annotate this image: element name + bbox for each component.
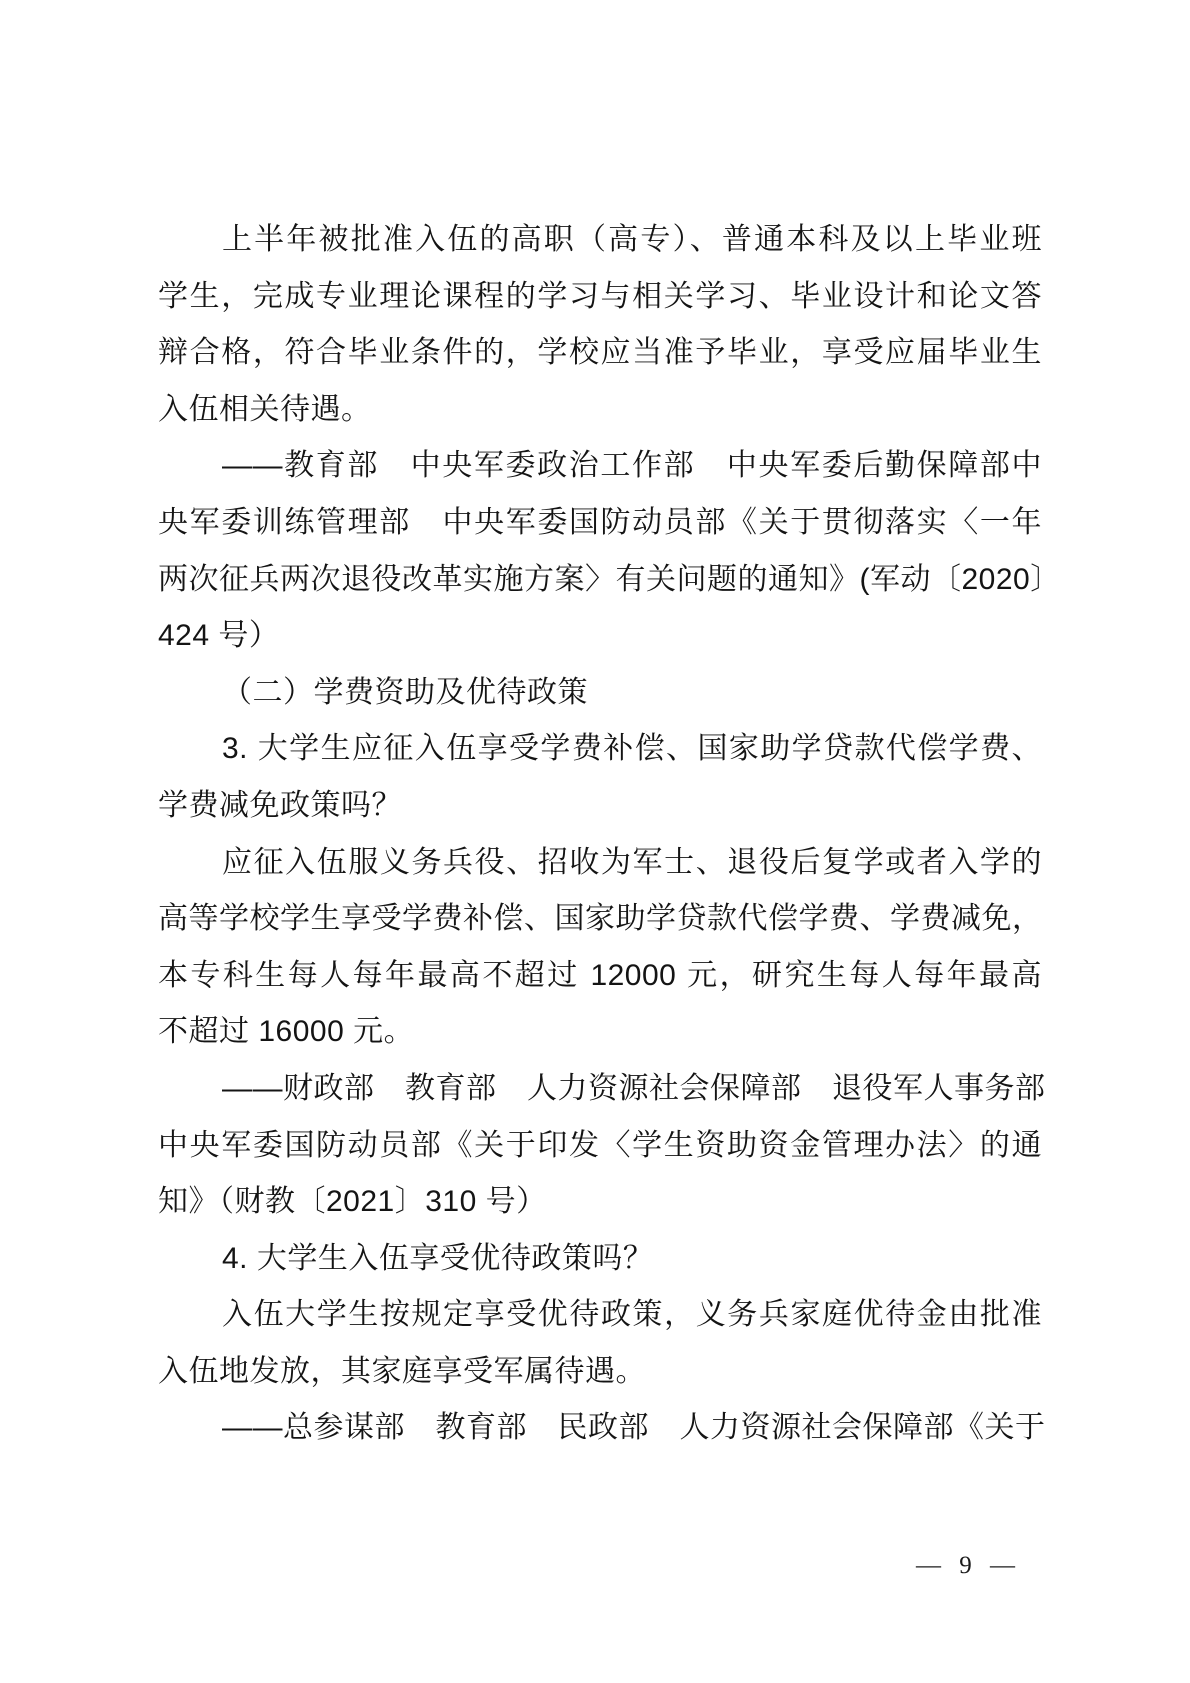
document-body: [158, 212, 1061, 1457]
text-line-21: 入伍地发放，其家庭享受军属待遇。: [158, 1354, 646, 1388]
text-line-1: 上半年被批准入伍的高职（高专）、普通本科及以上毕业班: [222, 223, 1042, 256]
text-line-6: 央军委训练管理部 中央军委国防动员部《关于贯彻落实〈一年: [158, 505, 1042, 539]
text-line-10: 3. 大学生应征入伍享受学费补偿、国家助学贷款代偿学费、: [222, 732, 1042, 766]
text-line-3: 辩合格，符合毕业条件的，学校应当准予毕业，享受应届毕业生: [158, 336, 1042, 370]
text-line-13: 高等学校学生享受学费补偿、国家助学贷款代偿学费、学费减免，: [158, 902, 1043, 936]
page-number: — 9 —: [916, 1552, 1015, 1579]
text-line-15: 不超过 16000 元。: [158, 1015, 415, 1049]
text-line-8: 424 号）: [158, 619, 280, 653]
text-line-22: ——总参谋部 教育部 民政部 人力资源社会保障部《关于: [222, 1411, 1046, 1445]
text-line-7: 两次征兵两次退役改革实施方案〉有关问题的通知》(军动〔2020〕: [158, 562, 1061, 596]
text-line-16: ——财政部 教育部 人力资源社会保障部 退役军人事务部: [222, 1071, 1046, 1105]
text-line-17: 中央军委国防动员部《关于印发〈学生资助资金管理办法〉的通: [158, 1128, 1042, 1162]
text-line-2: 学生，完成专业理论课程的学习与相关学习、毕业设计和论文答: [158, 279, 1042, 313]
text-line-5: ——教育部 中央军委政治工作部 中央军委后勤保障部中: [222, 449, 1042, 483]
text-line-18: 知》（财教〔2021〕310 号）: [158, 1185, 547, 1219]
text-line-11: 学费减免政策吗？: [158, 788, 402, 822]
text-line-4: 入伍相关待遇。: [158, 392, 372, 426]
text-line-14: 本专科生每人每年最高不超过 12000 元，研究生每人每年最高: [158, 958, 1042, 992]
text-line-9: （二）学费资助及优待政策: [222, 675, 588, 709]
text-line-12: 应征入伍服义务兵役、招收为军士、退役后复学或者入学的: [222, 845, 1042, 879]
text-line-20: 入伍大学生按规定享受优待政策，义务兵家庭优待金由批准: [222, 1298, 1042, 1332]
text-line-19: 4. 大学生入伍享受优待政策吗？: [222, 1241, 654, 1275]
